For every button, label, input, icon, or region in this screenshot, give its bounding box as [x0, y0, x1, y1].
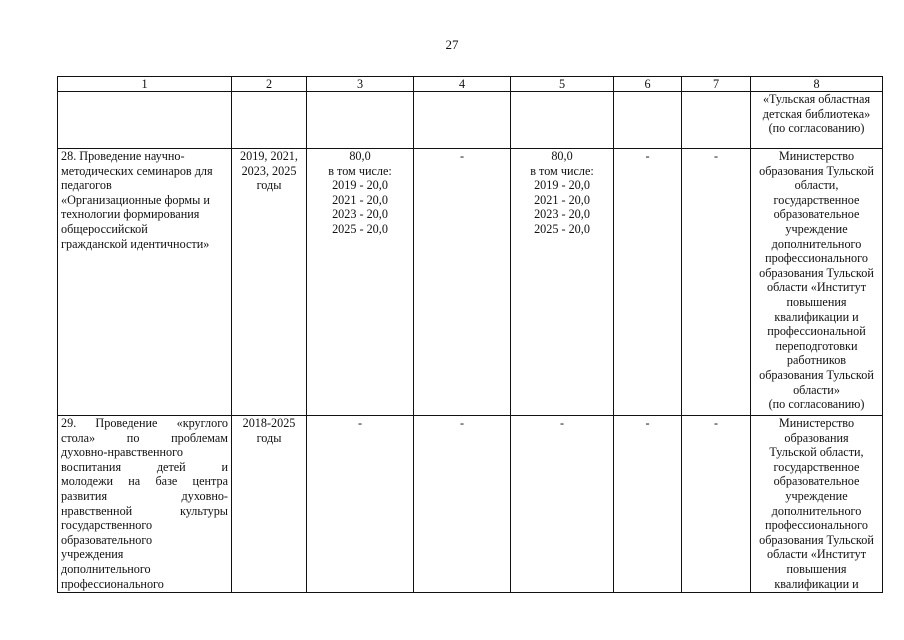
column-header: 4 [414, 77, 511, 92]
cell-text-line: государственного [61, 518, 153, 533]
column-header: 5 [511, 77, 614, 92]
cell-text-line: методических семинаров для [61, 163, 213, 178]
column-header: 2 [232, 77, 307, 92]
cell-text-line: (по согласованию) [768, 121, 865, 136]
executor-cell [751, 149, 883, 416]
table-cell [58, 92, 232, 149]
cell-text-line: в том числе: [328, 163, 392, 178]
column-header: 6 [614, 77, 682, 92]
cell-text-line: образования [784, 430, 849, 445]
cell-text-line: воспитания детей и [61, 459, 228, 474]
cell-text-line: в том числе: [530, 163, 594, 178]
funding-cell-col5: - [511, 416, 614, 593]
measure-name-cell [58, 149, 232, 416]
cell-text-line: работников [786, 353, 847, 368]
cell-text-line: 80,0 [551, 149, 573, 163]
cell-text-line: нравственной культуры [61, 503, 228, 518]
table-cell [682, 92, 751, 149]
cell-text-line: профессионального [765, 251, 868, 266]
total-funding-cell: - [307, 416, 414, 593]
table-row-28 [58, 149, 883, 416]
cell-text-line: профессионального [61, 576, 164, 591]
funding-cell-col5 [511, 149, 614, 416]
cell-text-line: государственное [773, 192, 860, 207]
cell-text-line: профессиональной [767, 324, 866, 339]
cell-text-line: образования Тульской [759, 163, 874, 178]
cell-text-line: гражданской идентичности» [61, 236, 210, 251]
cell-text-line: 2023, 2025 [241, 163, 297, 178]
funding-cell-col6: - [614, 416, 682, 593]
cell-text-line: 2025 - 20,0 [332, 221, 388, 236]
cell-text-line: 2019 - 20,0 [534, 178, 590, 193]
cell-text-line: «Тульская областная [762, 92, 871, 106]
measures-table [57, 76, 883, 593]
cell-text-line: области «Институт [766, 547, 867, 562]
cell-text-line: образования Тульской [759, 367, 874, 382]
table-row-29 [58, 416, 883, 593]
cell-text-line: образовательное [773, 207, 860, 222]
funding-cell-col7: - [682, 149, 751, 416]
table-cell [232, 92, 307, 149]
measure-name-cell [58, 416, 232, 593]
cell-text-line: профессионального [765, 518, 868, 533]
column-header: 3 [307, 77, 414, 92]
cell-text-line: образовательного [61, 532, 153, 547]
funding-cell-col6: - [614, 149, 682, 416]
cell-text-line: 29. Проведение «круглого [61, 416, 228, 430]
table-cell [511, 92, 614, 149]
cell-text-line: образования Тульской [759, 532, 874, 547]
cell-text-line: 2023 - 20,0 [534, 207, 590, 222]
cell-text-line: молодежи на базе центра [61, 474, 228, 489]
cell-text-line: 2021 - 20,0 [534, 192, 590, 207]
cell-text-line: квалификации и [774, 309, 859, 324]
cell-text-line: годы [256, 178, 282, 193]
cell-text-line: дополнительного [771, 503, 862, 518]
cell-text-line: 2019 - 20,0 [332, 178, 388, 193]
cell-text-line: детская библиотека» [762, 106, 871, 121]
cell-text-line: духовно-нравственного [61, 445, 183, 460]
cell-text-line: 2018-2025 [242, 416, 296, 430]
period-cell [232, 416, 307, 593]
cell-text-line: Министерство [778, 149, 855, 163]
cell-text-line: 2025 - 20,0 [534, 221, 590, 236]
cell-text-line: «Организационные формы и [61, 192, 210, 207]
cell-text-line: области» [793, 382, 840, 397]
cell-text-line: государственное [773, 459, 860, 474]
funding-cell-col4: - [414, 416, 511, 593]
cell-text-line: дополнительного [61, 561, 151, 576]
cell-text-line: 80,0 [349, 149, 371, 163]
cell-text-line: развития духовно- [61, 488, 228, 503]
cell-text-line: 2021 - 20,0 [332, 192, 388, 207]
funding-cell-col4: - [414, 149, 511, 416]
executor-cell [751, 92, 883, 149]
cell-text-line: 2023 - 20,0 [332, 207, 388, 222]
table-cell [307, 92, 414, 149]
cell-text-line: (по согласованию) [768, 397, 865, 412]
cell-text-line: педагогов [61, 178, 112, 193]
cell-text-line: квалификации и [774, 576, 859, 591]
cell-text-line: 2019, 2021, [240, 149, 298, 163]
cell-text-line: образования Тульской [759, 265, 874, 280]
cell-text-line: учреждение [785, 488, 848, 503]
cell-text-line: повышения [786, 294, 847, 309]
cell-text-line: области, [794, 178, 839, 193]
executor-cell [751, 416, 883, 593]
table-cell [414, 92, 511, 149]
cell-text-line: дополнительного [771, 236, 862, 251]
cell-text-line: образовательное [773, 474, 860, 489]
total-funding-cell [307, 149, 414, 416]
cell-text-line: Министерство [778, 416, 855, 430]
cell-text-line: 28. Проведение научно- [61, 149, 185, 163]
cell-text-line: стола» по проблемам [61, 430, 228, 445]
cell-text-line: учреждение [785, 221, 848, 236]
column-header: 7 [682, 77, 751, 92]
table-header-row [58, 77, 883, 92]
cell-text-line: Тульской области, [769, 445, 864, 460]
column-header: 1 [58, 77, 232, 92]
cell-text-line: повышения [786, 561, 847, 576]
cell-text-line: годы [256, 430, 282, 445]
cell-text-line: технологии формирования [61, 207, 200, 222]
column-header: 8 [751, 77, 883, 92]
table-row-continued [58, 92, 883, 149]
cell-text-line: общероссийской [61, 221, 148, 236]
cell-text-line: области «Институт [766, 280, 867, 295]
period-cell [232, 149, 307, 416]
page-number: 27 [445, 37, 459, 52]
table-cell [614, 92, 682, 149]
cell-text-line: переподготовки [775, 338, 858, 353]
cell-text-line: учреждения [61, 547, 124, 562]
funding-cell-col7: - [682, 416, 751, 593]
